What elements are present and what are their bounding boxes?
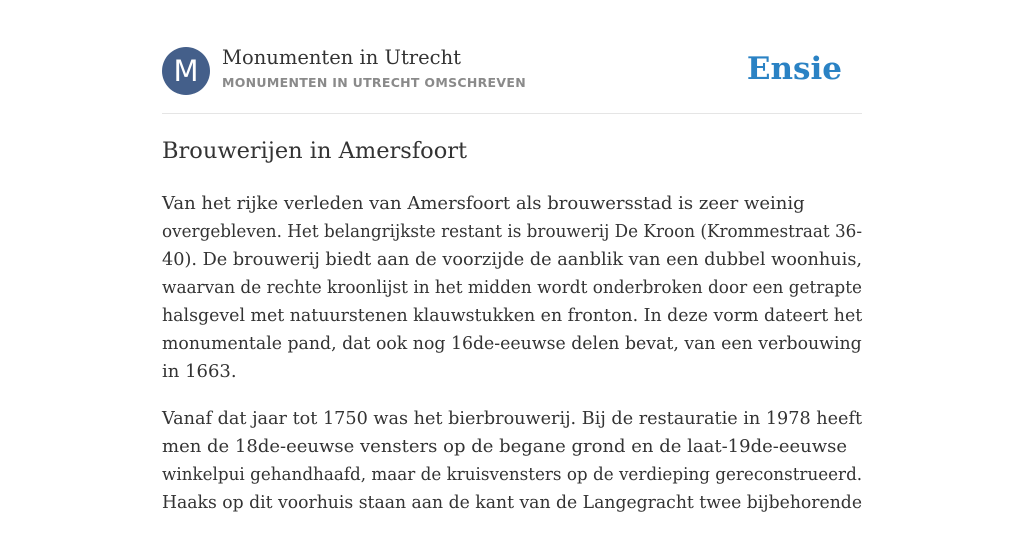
- avatar[interactable]: M: [162, 47, 210, 95]
- article-title: Brouwerijen in Amersfoort: [162, 138, 468, 164]
- paragraph-line: overgebleven. Het belangrijkste restant is brouwerij De Kroon (Krommestraat 36-: [162, 221, 863, 242]
- paragraph-line: winkelpui gehandhaafd, maar de kruisvensters op de verdieping gereconstrueerd.: [162, 464, 863, 485]
- paragraph-line: monumentale pand, dat ook nog 16de-eeuwse delen bevat, van een verbouwing: [162, 333, 862, 354]
- paragraph-line: men de 18de-eeuwse vensters op de begane grond en de laat-19de-eeuwse: [162, 436, 848, 457]
- paragraph-line: 40). De brouwerij biedt aan de voorzijde de aanblik van een dubbel woonhuis,: [162, 249, 863, 270]
- site-header: [162, 46, 862, 96]
- site-subtitle: MONUMENTEN IN UTRECHT OMSCHREVEN: [222, 75, 526, 90]
- paragraph-line: Van het rijke verleden van Amersfoort als brouwersstad is zeer weinig: [162, 193, 805, 214]
- paragraph-line: Vanaf dat jaar tot 1750 was het bierbrouwerij. Bij de restauratie in 1978 heeft: [162, 408, 863, 429]
- article-content: [162, 190, 862, 536]
- paragraph-line: in 1663.: [162, 361, 237, 382]
- paragraph-line: halsgevel met natuurstenen klauwstukken en fronton. In deze vorm dateert het: [162, 305, 863, 326]
- paragraph-1: [162, 190, 862, 386]
- brand-logo[interactable]: Ensie: [746, 51, 842, 87]
- site-title[interactable]: Monumenten in Utrecht: [222, 46, 461, 69]
- paragraph-line: Haaks op dit voorhuis staan aan de kant van de Langegracht twee bijbehorende: [162, 492, 863, 513]
- paragraph-2: [162, 405, 862, 517]
- paragraph-line: waarvan de rechte kroonlijst in het midden wordt onderbroken door een getrapte: [162, 277, 862, 298]
- header-divider: [162, 113, 862, 114]
